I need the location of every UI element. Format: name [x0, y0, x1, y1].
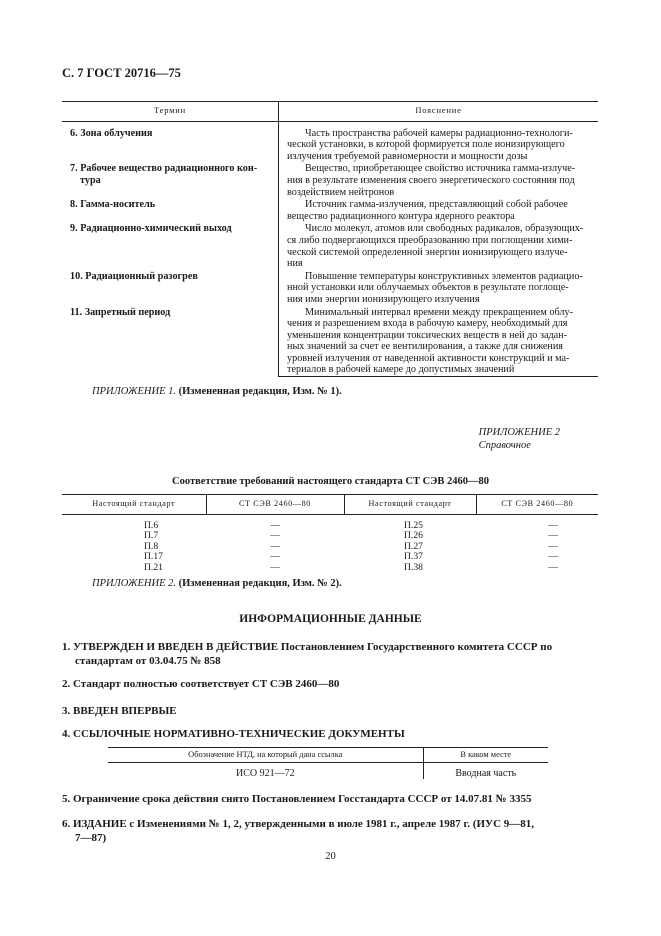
note-bold: (Измененная редакция, Изм. № 1).: [178, 386, 342, 397]
term-line: 10. Радиационный разогрев: [70, 270, 198, 282]
expl-line: Часть пространства рабочей камеры радиационно-технологи-: [305, 127, 573, 139]
info-line: 7—87): [75, 831, 107, 844]
expl-line: ся либо подвергающихся преобразованию при поглощении хими-: [287, 234, 573, 246]
note-bold: (Измененная редакция, Изм. № 2).: [178, 578, 342, 589]
expl-line: нной установки или облучаемых объектов в результате поглоще-: [287, 282, 569, 294]
expl-line: уровней излучения от наведенной активности конструкций и ма-: [287, 352, 570, 364]
refs-cell: Вводная часть: [455, 768, 517, 779]
references-table: [108, 747, 548, 779]
expl-line: уменьшения концентрации токсических веществ в ней до задан-: [287, 329, 568, 341]
corr-header: Настоящий стандарт: [344, 495, 476, 515]
table-row: [62, 306, 598, 377]
corr-cell: —: [270, 551, 280, 562]
expl-line: Источник гамма-излучения, представляющий собой рабочее: [305, 199, 568, 211]
info-line: стандартам от 03.04.75 № 858: [75, 654, 221, 667]
note-italic: ПРИЛОЖЕНИЕ 1.: [92, 386, 176, 397]
corr-cell: П.25: [404, 519, 423, 531]
table-row: [108, 763, 548, 780]
appendix2-label: [479, 427, 560, 452]
note-italic: ПРИЛОЖЕНИЕ 2.: [92, 578, 176, 589]
expl-line: ных значений за счет ее вентилирования, а также для снижения: [287, 341, 563, 353]
corr-cell: —: [548, 519, 558, 531]
corr-header: Настоящий стандарт: [62, 495, 206, 515]
appendix2-note: [92, 578, 342, 589]
info-item-5: 5. Ограничение срока действия снято Постановлением Госстандарта СССР от 14.07.81 № 3355: [62, 793, 532, 805]
corr-cell: —: [548, 540, 558, 552]
refs-cell: ИСО 921—72: [108, 763, 423, 780]
expl-line: Минимальный интервал времени между прекращением облу-: [305, 306, 574, 318]
expl-line: териалов в рабочей камере до допустимых значений: [287, 364, 515, 376]
expl-line: Вещество, приобретающее свойство источника гамма-излуче-: [305, 163, 576, 175]
corr-cell: П.6: [144, 519, 159, 531]
info-item-4: 4. ССЫЛОЧНЫЕ НОРМАТИВНО-ТЕХНИЧЕСКИЕ ДОКУМЕНТЫ: [62, 728, 405, 740]
expl-line: Повышение температуры конструктивных элементов радиацио-: [305, 270, 583, 282]
corr-header: СТ СЭВ 2460—80: [206, 495, 344, 515]
corr-cell: П.7: [144, 530, 159, 541]
table-row: [62, 514, 598, 531]
expl-line: вещество радиационного контура ядерного реактора: [287, 210, 515, 222]
expl-line: ния ими энергии ионизирующего излучения: [287, 293, 480, 305]
table-row: [62, 270, 598, 306]
corr-cell: —: [270, 540, 280, 552]
term-line: 11. Запретный период: [70, 306, 171, 318]
table-row: [62, 121, 598, 162]
info-line: 6. ИЗДАНИЕ с Изменениями № 1, 2, утвержденными в июле 1981 г., апреле 1987 г. (ИУС 9—81,: [62, 818, 535, 830]
info-item-6: [62, 818, 602, 845]
corr-cell: П.27: [404, 540, 423, 552]
appendix1-note: [92, 386, 342, 397]
appendix2-title: ПРИЛОЖЕНИЕ 2: [478, 427, 560, 438]
correspondence-table-title: Соответствие требований настоящего стандарта СТ СЭВ 2460—80: [172, 476, 489, 487]
info-line: 1. УТВЕРЖДЕН И ВВЕДЕН В ДЕЙСТВИЕ Постановлением Государственного комитета СССР по: [62, 641, 553, 653]
corr-cell: П.17: [144, 551, 163, 562]
table-row: [62, 198, 598, 222]
info-title: ИНФОРМАЦИОННЫЕ ДАННЫЕ: [239, 613, 422, 625]
corr-cell: —: [270, 561, 280, 573]
info-item-3: 3. ВВЕДЕН ВПЕРВЫЕ: [62, 705, 177, 717]
corr-cell: —: [548, 551, 558, 562]
corr-cell: —: [270, 519, 280, 531]
table-row: [62, 162, 598, 198]
term-line: 9. Радиационно-химический выход: [70, 223, 232, 235]
expl-line: излучения требуемой равномерности и мощности дозы: [287, 150, 528, 162]
corr-cell: П.37: [404, 551, 423, 562]
corr-cell: П.21: [144, 561, 163, 573]
term-line: 6. Зона облучения: [70, 127, 153, 139]
corr-header: СТ СЭВ 2460—80: [476, 495, 598, 515]
expl-line: ческой установки, в которой формируется поле ионизирующего: [287, 139, 565, 151]
page-header: С. 7 ГОСТ 20716—75: [62, 66, 181, 80]
page-number: 20: [325, 851, 336, 862]
refs-header: Обозначение НТД, на который дана ссылка: [108, 748, 423, 763]
appendix2-subtitle: Справочное: [478, 439, 531, 451]
table-row: [62, 552, 598, 563]
corr-cell: П.8: [144, 540, 159, 552]
terms-header-explanation: Пояснение: [279, 102, 599, 122]
expl-line: ческой системой определенной энергии ионизирующего излуче-: [287, 246, 568, 258]
expl-line: чения и разрешением входа в рабочую камеру, необходимый для: [287, 318, 568, 330]
corr-cell: П.26: [404, 530, 423, 541]
corr-cell: —: [548, 561, 558, 573]
table-row: [62, 531, 598, 542]
table-row: [62, 563, 598, 574]
expl-line: ния: [287, 258, 303, 270]
correspondence-table: [62, 494, 598, 573]
corr-cell: —: [548, 530, 558, 541]
terms-table: [62, 101, 598, 377]
terms-header-term: Термин: [62, 102, 279, 122]
table-row: [62, 222, 598, 269]
expl-line: ния в результате изменения своего энергетического состояния под: [287, 174, 575, 186]
corr-cell: П.38: [404, 561, 423, 573]
info-item-1: [62, 641, 602, 668]
term-line: 8. Гамма-носитель: [70, 199, 156, 211]
corr-cell: —: [270, 530, 280, 541]
expl-line: Число молекул, атомов или свободных радикалов, образующих-: [305, 223, 584, 235]
expl-line: воздействием нейтронов: [287, 186, 395, 198]
term-line: тура: [80, 174, 101, 186]
refs-header: В каком месте: [423, 748, 548, 763]
term-line: 7. Рабочее вещество радиационного кон-: [70, 163, 258, 175]
info-item-2: 2. Стандарт полностью соответствует СТ СЭВ 2460—80: [62, 678, 340, 690]
table-row: [62, 542, 598, 553]
